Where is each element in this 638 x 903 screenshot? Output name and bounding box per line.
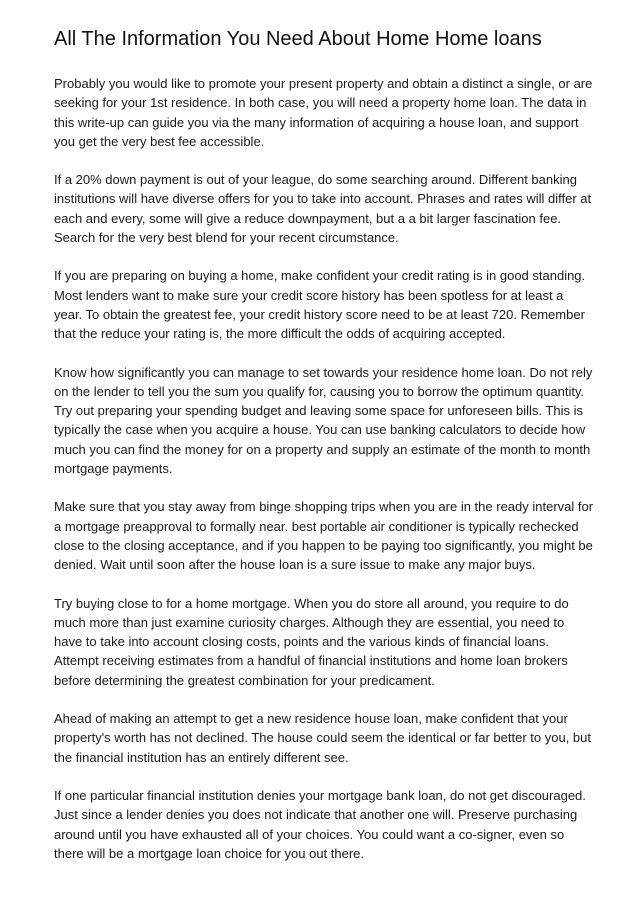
paragraph-2: If a 20% down payment is out of your league, do some searching around. Different banking institutions will have diverse offers for you to take into account. Phrases and rates will differ at each and every, some will give a reduce downpayment, but a a bit larger fascination fee. Search for the very best blend for your recent circumstance. [54, 172, 592, 246]
document-page [54, 24, 594, 882]
page-title: All The Information You Need About Home Home loans [54, 28, 542, 50]
paragraph-5: Make sure that you stay away from binge shopping trips when you are in the ready interval for a mortgage preapproval to formally near. best portable air conditioner is typically rechecked close to the closing acceptance, and if you happen to be paying too significantly, you might be denied. Wait until soon after the house loan is a sure issue to make any major buys. [54, 499, 594, 573]
paragraph-6: Try buying close to for a home mortgage. When you do store all around, you require to do much more than just examine curiosity charges. Although they are essential, you need to have to take into account closing costs, points and the various kinds of financial loans. Attempt receiving estimates from a handful of financial institutions and home loan brokers before determining the greatest combination for your predicament. [54, 595, 569, 688]
paragraph-8: If one particular financial institution denies your mortgage bank loan, do not get discouraged. Just since a lender denies you does not indicate that another one will. Preserve purchasing around until you have exhausted all of your choices. You could want a co-signer, even so there will be a mortgage loan choice for you out there. [54, 787, 586, 861]
paragraph-4: Know how significantly you can manage to set towards your residence home loan. Do not rely on the lender to tell you the sum you qualify for, causing you to borrow the optimum quantity. Try out preparing your spending budget and leaving some space for unforeseen bills. This is typically the case when you acquire a house. You can use banking calculators to decide how much you can find the money for on a property and supply an estimate of the month to month mortgage payments. [54, 364, 593, 477]
paragraph-7: Ahead of making an attempt to get a new residence house loan, make confident that your property's worth has not declined. The house could seem the identical or far better to you, but the financial institution has an entirely different see. [54, 711, 591, 765]
paragraph-1: Probably you would like to promote your present property and obtain a distinct a single, or are seeking for your 1st residence. In both case, you will need a property home loan. The data in this write-up can guide you via the many information of acquiring a house loan, and support you get the very best fee accessible. [54, 76, 593, 149]
paragraph-3: If you are preparing on buying a home, make confident your credit rating is in good standing. Most lenders want to make sure your credit score history has been spotless for at least a year. To obtain the greatest fee, your credit history score need to be at least 720. Remember that the reduce your rating is, the more difficult the odds of acquiring accepted. [54, 268, 586, 342]
